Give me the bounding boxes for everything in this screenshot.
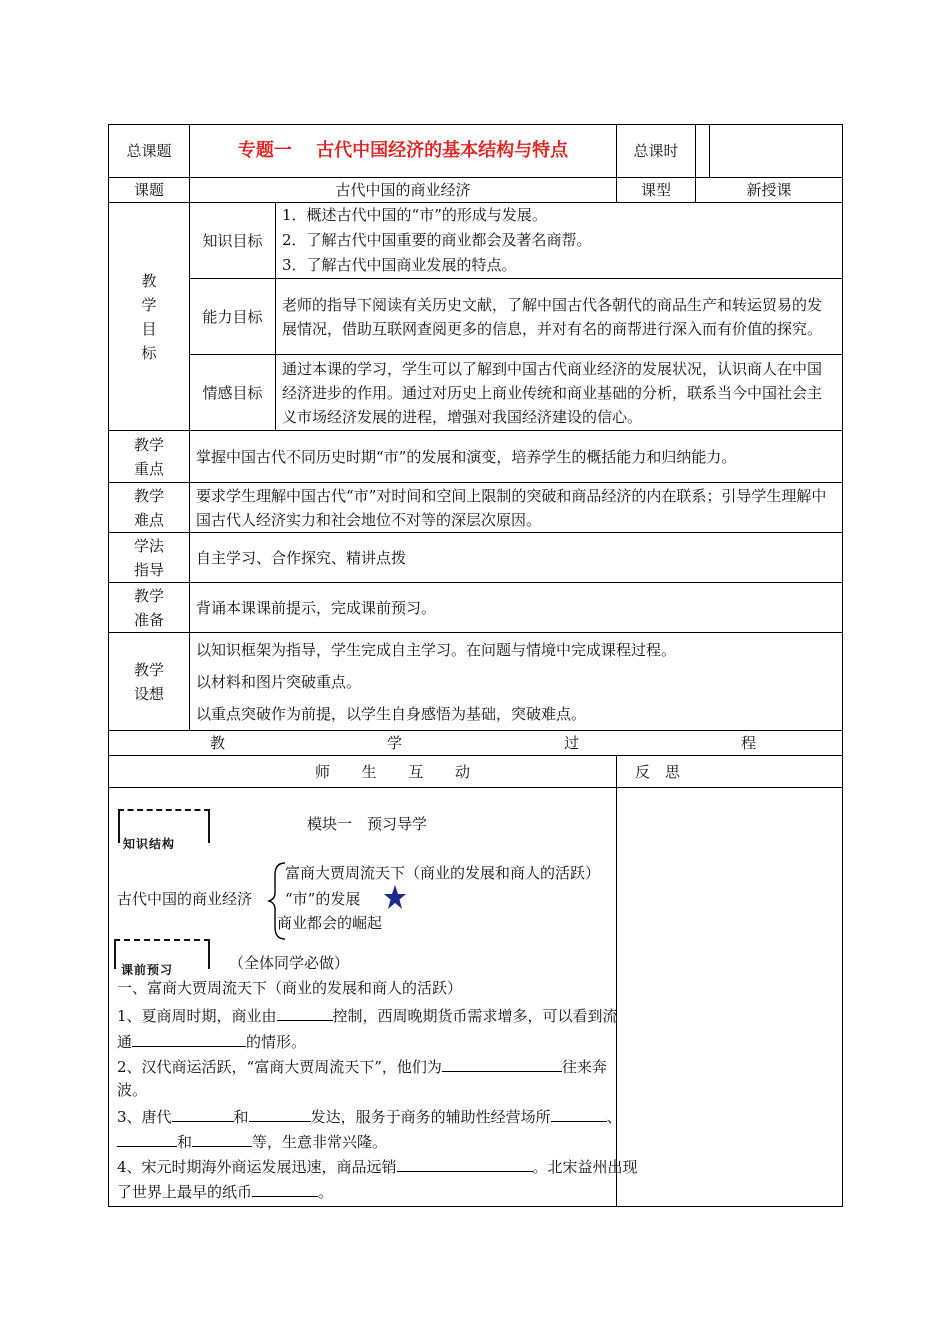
framework-branch: “市”的发展 — [285, 890, 361, 908]
q1-text: 通 — [117, 1033, 133, 1051]
label-line: 指导 — [133, 560, 164, 579]
total-hours-label: 总课时 — [617, 125, 696, 178]
process-content — [109, 788, 638, 1207]
topic-label: 课题 — [109, 178, 190, 203]
label-line: 教学 — [133, 660, 164, 679]
design-label — [109, 633, 190, 731]
method-label — [109, 533, 190, 583]
question-4-line-1 — [117, 1153, 638, 1179]
interaction-char: 师 — [315, 762, 331, 781]
label-line: 教学 — [133, 435, 164, 454]
lesson-plan-table — [108, 124, 843, 1207]
type-value: 新授课 — [696, 178, 843, 203]
q4-text: 4、宋元时期海外商运发展迅速，商品远销 — [117, 1158, 397, 1176]
q3-text: 等，生意非常兴隆。 — [252, 1133, 388, 1151]
q2-text: 往来奔 — [561, 1058, 607, 1076]
q3-blank[interactable] — [172, 1103, 234, 1122]
design-line: 以知识框架为指导，学生完成自主学习。在问题与情境中完成课程过程。 — [196, 640, 677, 659]
knowledge-goal-item: 2．了解古代中国重要的商业都会及著名商帮。 — [282, 231, 592, 249]
interaction-header — [109, 756, 617, 788]
label-line: 设想 — [133, 684, 164, 703]
label-line: 学法 — [133, 536, 164, 555]
difficulty-label — [109, 483, 190, 533]
q3-text: 3、唐代 — [117, 1108, 172, 1126]
q3-text: 发达，服务于商务的辅助性经营场所 — [310, 1108, 551, 1126]
objectives-label — [109, 203, 190, 431]
process-title-char: 程 — [741, 734, 757, 752]
knowledge-goal-items — [276, 203, 843, 279]
question-2-line-2: 波。 — [117, 1081, 148, 1099]
q3-text: 和 — [233, 1108, 249, 1126]
process-title-char: 学 — [387, 734, 403, 752]
question-3-line-2 — [117, 1128, 387, 1154]
q1-text: 1、夏商周时期，商业由 — [117, 1007, 277, 1025]
q3-blank[interactable] — [249, 1103, 311, 1122]
label-line: 难点 — [133, 510, 164, 529]
interaction-char: 动 — [454, 762, 470, 781]
objectives-char: 教 — [141, 271, 157, 290]
total-topic-label: 总课题 — [109, 125, 190, 178]
process-title — [109, 731, 843, 756]
section-heading: 一、富商大贾周流天下（商业的发展和商人的活跃） — [117, 979, 463, 997]
q3-text: 、 — [606, 1108, 622, 1126]
objectives-char: 标 — [141, 343, 157, 362]
label-line: 教学 — [133, 586, 164, 605]
objectives-char: 目 — [141, 319, 157, 338]
framework-branch: 富商大贾周流天下（商业的发展和商人的活跃） — [285, 864, 601, 882]
total-topic-value: 专题一 古代中国经济的基本结构与特点 — [190, 125, 617, 178]
knowledge-goal-item: 1．概述古代中国的“市”的形成与发展。 — [282, 206, 547, 224]
topic-value: 古代中国的商业经济 — [190, 178, 617, 203]
framework-branch: 商业都会的崛起 — [277, 914, 383, 932]
key-points-label — [109, 431, 190, 483]
label-line: 教学 — [133, 486, 164, 505]
process-title-char: 过 — [564, 734, 580, 752]
knowledge-structure-box-label: 知识结构 — [123, 837, 176, 851]
total-hours-value — [710, 125, 843, 178]
q1-text: 的情形。 — [246, 1033, 307, 1051]
question-3-line-1 — [117, 1103, 622, 1129]
emotion-goal-text: 通过本课的学习，学生可以了解到中国古代商业经济的发展状况，认识商人在中国经济进步的作用。通过对历史上商业传统和商业基础的分析，联系当今中国社会主义市场经济发展的进程，增强对我国经济建设的信心。 — [276, 355, 843, 431]
reflection-header: 反 思 — [617, 756, 843, 788]
design-line: 以重点突破作为前提，以学生自身感悟为基础，突破难点。 — [196, 704, 587, 723]
q1-blank[interactable] — [132, 1028, 246, 1047]
q1-text: 控制，西周晚期货币需求增多，可以看到流 — [332, 1007, 618, 1025]
interaction-char: 生 — [361, 762, 377, 781]
q2-blank[interactable] — [442, 1053, 562, 1072]
method-text: 自主学习、合作探究、精讲点拨 — [190, 533, 843, 583]
q2-text: 2、汉代商运活跃，“富商大贾周流天下”，他们为 — [117, 1058, 442, 1076]
reflection-area[interactable] — [617, 788, 843, 1207]
ability-goal-label: 能力目标 — [190, 279, 276, 355]
knowledge-goal-label: 知识目标 — [190, 203, 276, 279]
framework-root: 古代中国的商业经济 — [117, 890, 253, 908]
label-line: 准备 — [133, 610, 164, 629]
q4-text: 。北宋益州出现 — [532, 1158, 638, 1176]
question-1-line-2 — [117, 1028, 306, 1054]
question-4-line-2 — [117, 1178, 333, 1204]
prep-text: 背诵本课课前提示，完成课前预习。 — [190, 583, 843, 633]
q4-text: 了世界上最早的纸币 — [117, 1183, 253, 1201]
all-students-note: （全体同学必做） — [229, 954, 350, 972]
interaction-char: 互 — [408, 762, 424, 781]
difficulty-text: 要求学生理解中国古代“市”对时间和空间上限制的突破和商品经济的内在联系；引导学生理解中国古代人经济实力和社会地位不对等的深层次原因。 — [190, 483, 843, 533]
question-1-line-1 — [117, 1002, 618, 1028]
ability-goal-text: 老师的指导下阅读有关历史文献，了解中国古代各朝代的商品生产和转运贸易的发展情况，借助互联网查阅更多的信息，并对有名的商帮进行深入而有价值的探究。 — [276, 279, 843, 355]
objectives-char: 学 — [141, 295, 157, 314]
label-line: 重点 — [133, 459, 164, 478]
q4-text: 。 — [318, 1183, 334, 1201]
q3-text: 和 — [177, 1133, 193, 1151]
prep-label — [109, 583, 190, 633]
design-text — [190, 633, 843, 731]
key-points-text: 掌握中国古代不同历史时期“市”的发展和演变，培养学生的概括能力和归纳能力。 — [190, 431, 843, 483]
process-title-char: 教 — [210, 734, 226, 752]
star-icon — [384, 885, 406, 909]
question-2-line-1 — [117, 1053, 607, 1079]
design-line: 以材料和图片突破重点。 — [196, 672, 362, 691]
knowledge-goal-item: 3．了解古代中国商业发展的特点。 — [282, 256, 517, 274]
emotion-goal-label: 情感目标 — [190, 355, 276, 431]
q1-blank[interactable] — [277, 1002, 333, 1021]
module-title: 模块一 预习导学 — [307, 815, 428, 833]
q4-blank[interactable] — [397, 1153, 533, 1172]
type-label: 课型 — [617, 178, 696, 203]
q3-blank[interactable] — [117, 1128, 177, 1147]
total-hours-spacer — [696, 125, 710, 178]
q3-blank[interactable] — [551, 1103, 607, 1122]
q3-blank[interactable] — [192, 1128, 252, 1147]
q4-blank[interactable] — [252, 1178, 318, 1197]
preview-box-label: 课前预习 — [121, 963, 174, 977]
